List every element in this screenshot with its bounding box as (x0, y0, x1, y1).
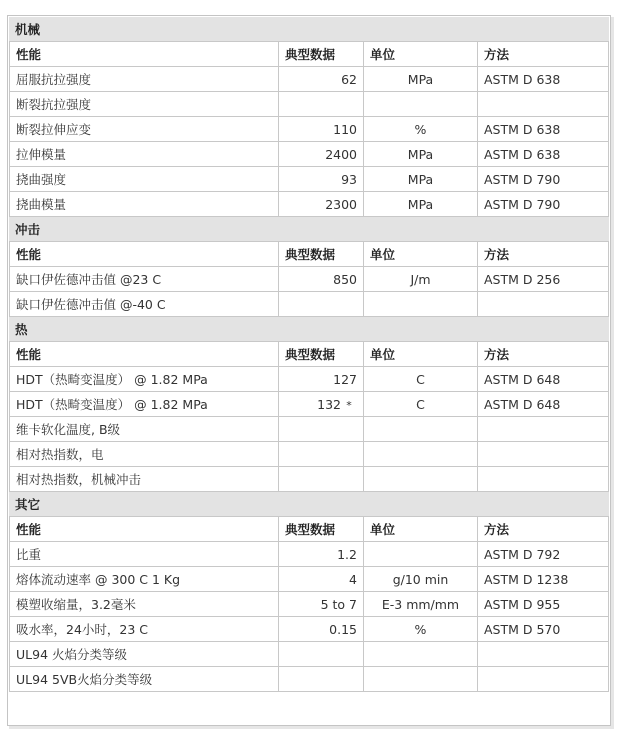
cell-value (279, 442, 364, 467)
header-typical: 典型数据 (279, 342, 364, 367)
cell-method: ASTM D 1238 (478, 567, 609, 592)
cell-method: ASTM D 638 (478, 117, 609, 142)
cell-method: ASTM D 955 (478, 592, 609, 617)
footnote-mark: * (346, 398, 352, 412)
cell-value: 4 (279, 567, 364, 592)
header-property: 性能 (9, 242, 279, 267)
cell-unit (364, 92, 478, 117)
cell-value (279, 292, 364, 317)
cell-method (478, 417, 609, 442)
cell-value: 127 (279, 367, 364, 392)
header-typical: 典型数据 (279, 517, 364, 542)
table-row (9, 417, 609, 442)
section-header-mechanical (9, 17, 609, 42)
table-row (9, 192, 609, 217)
cell-method: ASTM D 638 (478, 142, 609, 167)
table-row (9, 592, 609, 617)
cell-unit: J/m (364, 267, 478, 292)
cell-unit: C (364, 392, 478, 417)
section-title: 机械 (9, 17, 609, 42)
cell-value (279, 417, 364, 442)
table-row (9, 467, 609, 492)
cell-property: 熔体流动速率 @ 300 C 1 Kg (9, 567, 279, 592)
header-method: 方法 (478, 242, 609, 267)
header-method: 方法 (478, 342, 609, 367)
table-row (9, 292, 609, 317)
cell-unit: MPa (364, 142, 478, 167)
column-header-row (9, 42, 609, 67)
header-method: 方法 (478, 517, 609, 542)
cell-unit (364, 442, 478, 467)
properties-table (9, 17, 609, 692)
table-row (9, 142, 609, 167)
cell-value: 93 (279, 167, 364, 192)
cell-value-with-note (279, 392, 364, 417)
cell-value: 132 (317, 396, 341, 412)
cell-property: 缺口伊佐德冲击值 @23 C (9, 267, 279, 292)
cell-unit (364, 667, 478, 692)
header-property: 性能 (9, 42, 279, 67)
cell-value: 1.2 (279, 542, 364, 567)
cell-method: ASTM D 790 (478, 192, 609, 217)
cell-property: 挠曲模量 (9, 192, 279, 217)
column-header-row (9, 342, 609, 367)
cell-unit: % (364, 617, 478, 642)
cell-method (478, 292, 609, 317)
cell-unit: C (364, 367, 478, 392)
cell-property: 相对热指数，机械冲击 (9, 467, 279, 492)
table-row (9, 267, 609, 292)
cell-method: ASTM D 648 (478, 392, 609, 417)
table-row (9, 642, 609, 667)
cell-value: 110 (279, 117, 364, 142)
table-row (9, 167, 609, 192)
cell-property: 缺口伊佐德冲击值 @-40 C (9, 292, 279, 317)
cell-value (279, 642, 364, 667)
table-row (9, 542, 609, 567)
header-method: 方法 (478, 42, 609, 67)
cell-unit: g/10 min (364, 567, 478, 592)
cell-value (279, 467, 364, 492)
column-header-row (9, 242, 609, 267)
section-header-impact (9, 217, 609, 242)
header-property: 性能 (9, 342, 279, 367)
cell-property: 吸水率，24小时，23 C (9, 617, 279, 642)
section-header-thermal (9, 317, 609, 342)
cell-property: 拉伸模量 (9, 142, 279, 167)
table-row (9, 117, 609, 142)
section-header-other (9, 492, 609, 517)
cell-value: 2300 (279, 192, 364, 217)
table-row (9, 617, 609, 642)
cell-method (478, 467, 609, 492)
cell-property: HDT（热畸变温度） @ 1.82 MPa (9, 392, 279, 417)
header-typical: 典型数据 (279, 42, 364, 67)
cell-method (478, 92, 609, 117)
cell-method: ASTM D 256 (478, 267, 609, 292)
cell-unit (364, 642, 478, 667)
cell-unit (364, 467, 478, 492)
cell-value (279, 667, 364, 692)
cell-unit: MPa (364, 192, 478, 217)
cell-unit (364, 417, 478, 442)
cell-value: 62 (279, 67, 364, 92)
table-row (9, 567, 609, 592)
cell-method: ASTM D 790 (478, 167, 609, 192)
table-row (9, 442, 609, 467)
cell-method (478, 667, 609, 692)
section-title: 热 (9, 317, 609, 342)
section-title: 其它 (9, 492, 609, 517)
cell-property: 模塑收缩量，3.2毫米 (9, 592, 279, 617)
section-title: 冲击 (9, 217, 609, 242)
header-unit: 单位 (364, 242, 478, 267)
column-header-row (9, 517, 609, 542)
table-row (9, 67, 609, 92)
cell-value: 0.15 (279, 617, 364, 642)
cell-property: UL94 5VB火焰分类等级 (9, 667, 279, 692)
header-unit: 单位 (364, 517, 478, 542)
cell-property: HDT（热畸变温度） @ 1.82 MPa (9, 367, 279, 392)
cell-method: ASTM D 638 (478, 67, 609, 92)
header-typical: 典型数据 (279, 242, 364, 267)
cell-property: 比重 (9, 542, 279, 567)
cell-property: 维卡软化温度, B级 (9, 417, 279, 442)
cell-unit: E-3 mm/mm (364, 592, 478, 617)
table-row (9, 667, 609, 692)
cell-value: 850 (279, 267, 364, 292)
cell-method: ASTM D 648 (478, 367, 609, 392)
cell-unit: MPa (364, 67, 478, 92)
table-shadow (9, 726, 614, 729)
cell-method (478, 442, 609, 467)
cell-method: ASTM D 792 (478, 542, 609, 567)
header-property: 性能 (9, 517, 279, 542)
cell-property: 挠曲强度 (9, 167, 279, 192)
table-row (9, 367, 609, 392)
cell-property: 屈服抗拉强度 (9, 67, 279, 92)
cell-value (279, 92, 364, 117)
table-row (9, 392, 609, 417)
cell-method: ASTM D 570 (478, 617, 609, 642)
table-row (9, 92, 609, 117)
cell-unit (364, 542, 478, 567)
table-shadow (611, 17, 614, 728)
cell-method (478, 642, 609, 667)
cell-value: 2400 (279, 142, 364, 167)
cell-property: 断裂拉伸应变 (9, 117, 279, 142)
header-unit: 单位 (364, 342, 478, 367)
cell-property: UL94 火焰分类等级 (9, 642, 279, 667)
header-unit: 单位 (364, 42, 478, 67)
cell-property: 相对热指数，电 (9, 442, 279, 467)
cell-unit: % (364, 117, 478, 142)
cell-unit (364, 292, 478, 317)
cell-unit: MPa (364, 167, 478, 192)
cell-property: 断裂抗拉强度 (9, 92, 279, 117)
cell-value: 5 to 7 (279, 592, 364, 617)
